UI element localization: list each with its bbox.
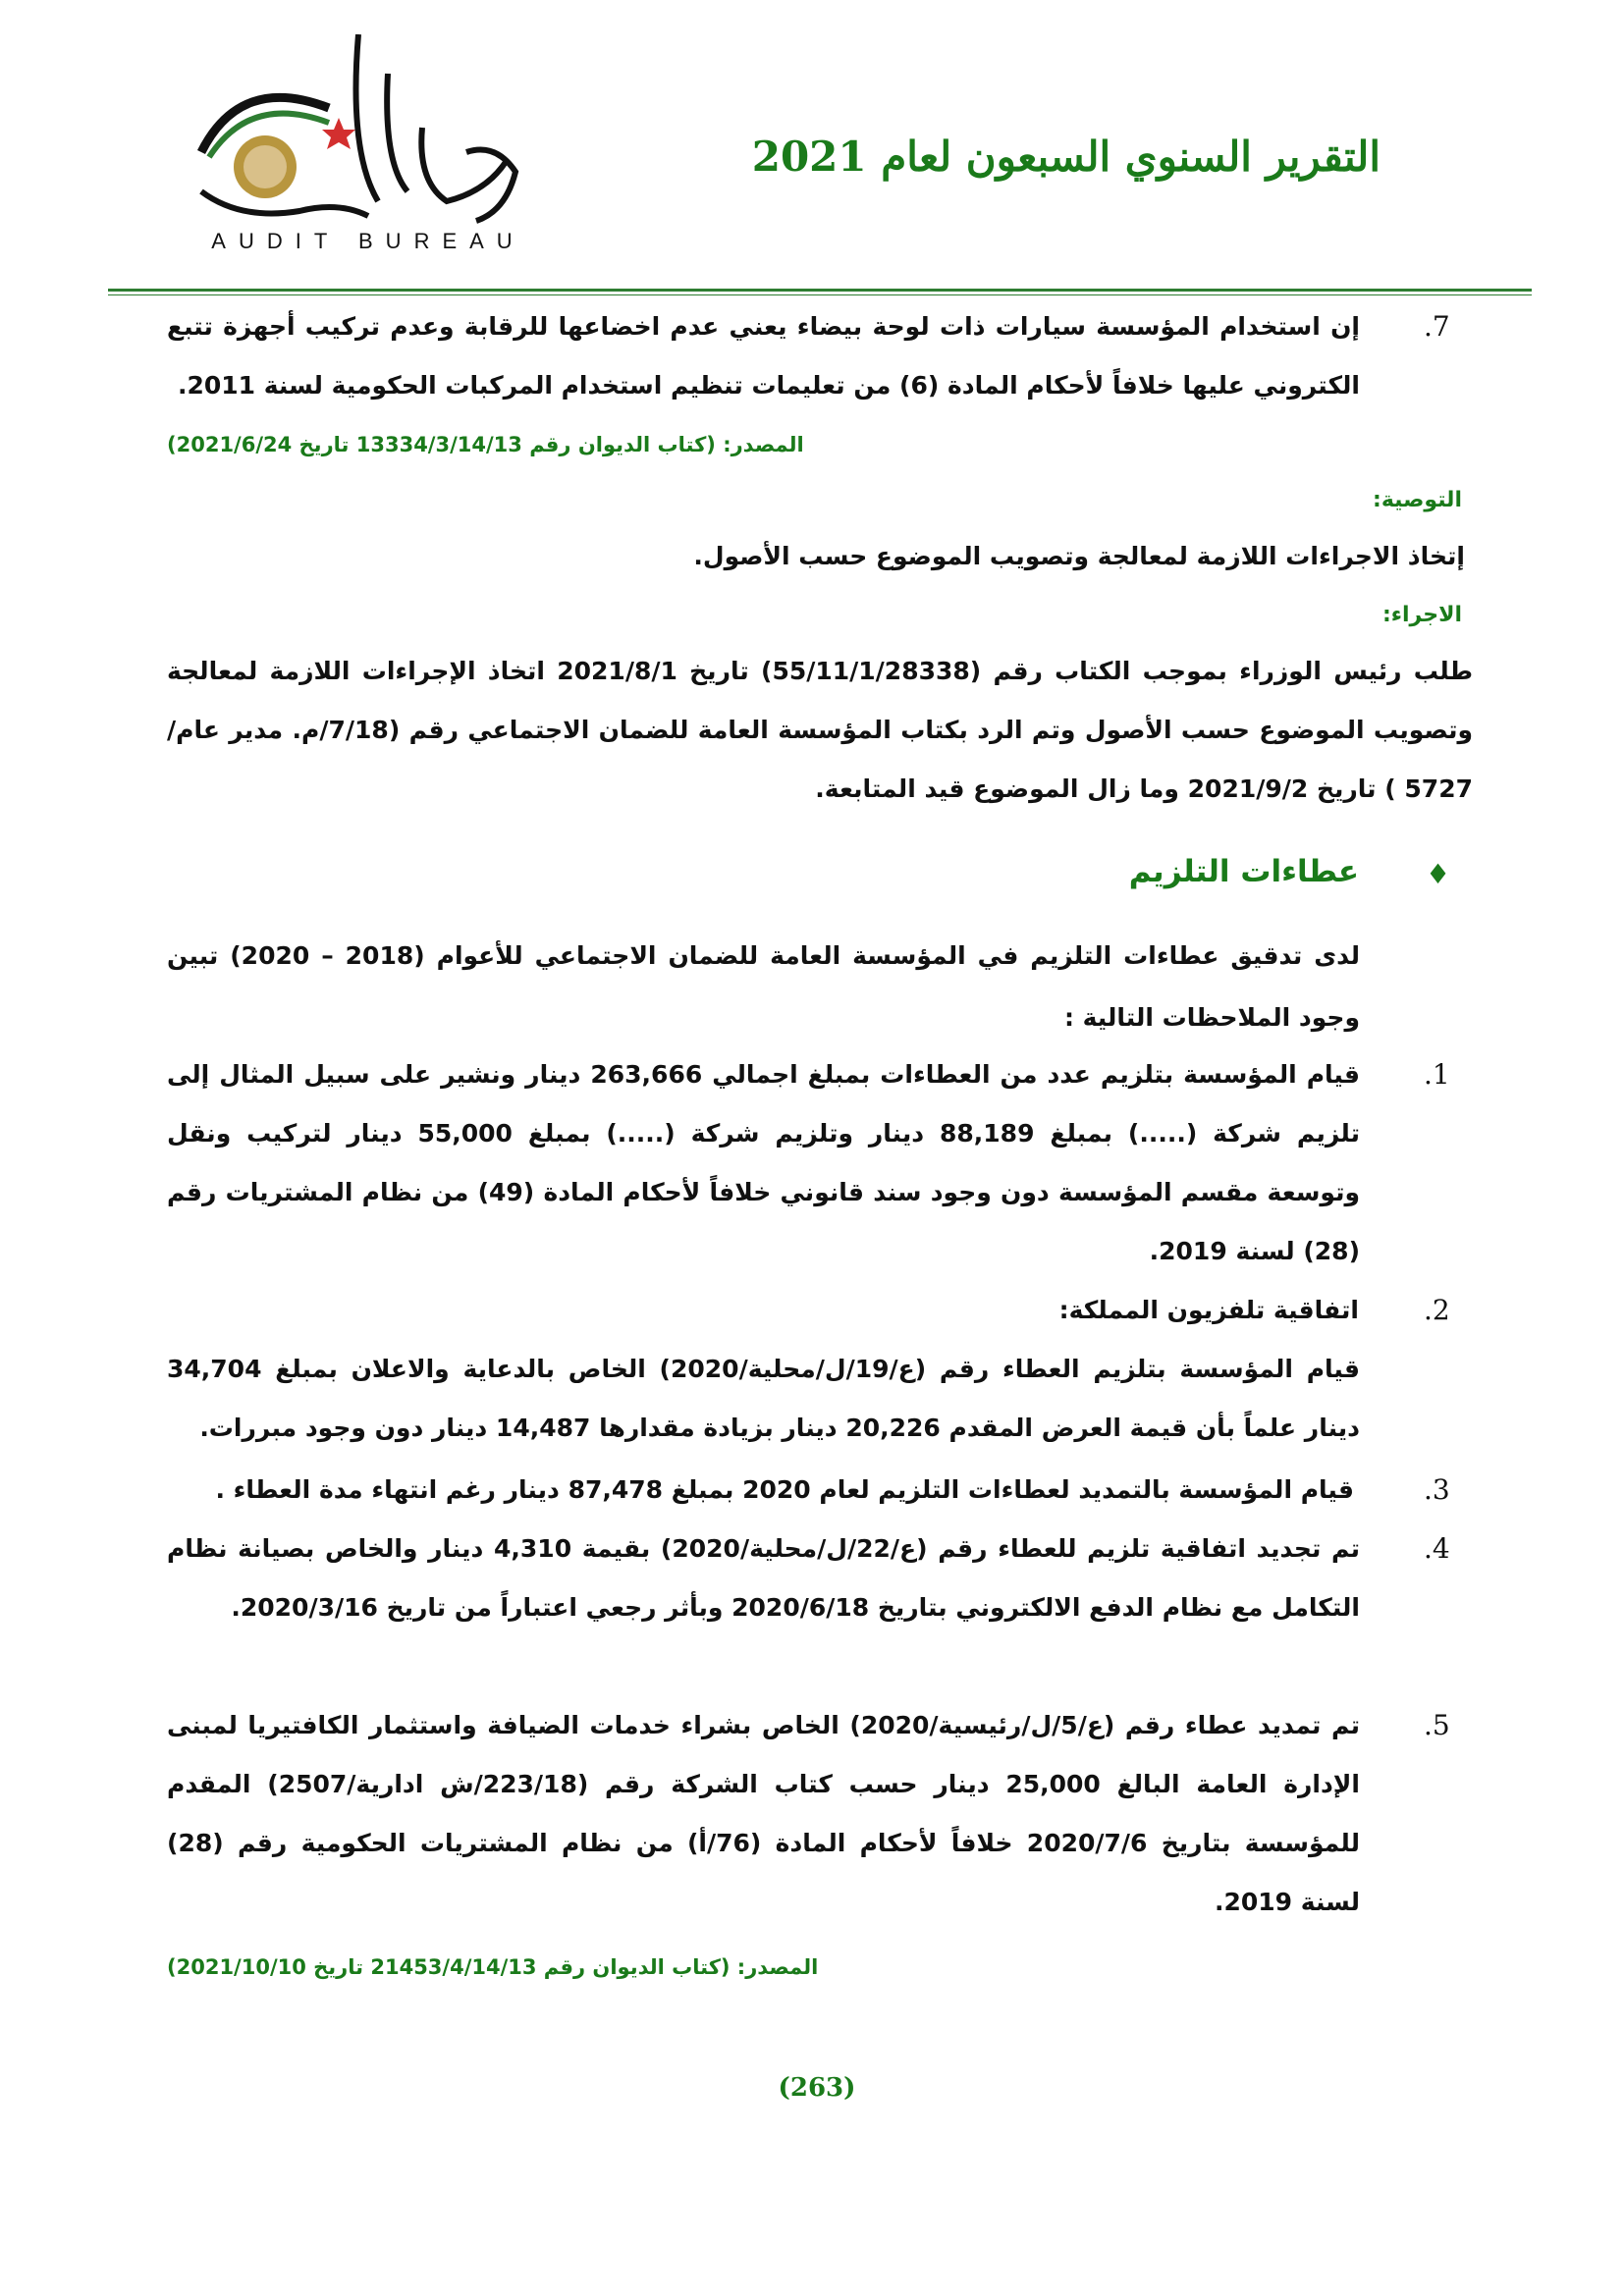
- section-source: المصدر: (كتاب الديوان رقم 21453/4/14/13 تاريخ 2021/10/10): [167, 1955, 819, 1979]
- diamond-bullet-icon: ♦: [1426, 858, 1451, 890]
- item-3-number: .3: [1424, 1473, 1450, 1506]
- item-1-text: قيام المؤسسة بتلزيم عدد من العطاءات بمبلغ اجمالي 263,666 دينار ونشير على سبيل المثال إلى تلزيم شركة (.....) بمبلغ 88,189 دينار وتلزيم شركة (.....) بمبلغ 55,000 دينار لتركيب ونقل وتوسعة مقسم المؤسسة دون وجود سند قانوني خلافاً لأحكام المادة (49) من نظام المشتريات رقم (28) لسنة 2019.: [167, 1060, 1361, 1265]
- action-text: طلب رئيس الوزراء بموجب الكتاب رقم (55/11/1/28338) تاريخ 2021/8/1 اتخاذ الإجراءات اللازمة لمعالجة وتصويب الموضوع حسب الأصول وتم الرد بكتاب المؤسسة العامة للضمان الاجتماعي رقم (7/18/م. مدير عام/ 5727 ) تاريخ 2021/9/2 وما زال الموضوع قيد المتابعة.: [167, 657, 1474, 803]
- item-7-text: إن استخدام المؤسسة سيارات ذات لوحة بيضاء يعني عدم اخضاعها للرقابة وعدم تركيب أجهزة تتبع الكتروني عليها خلافاً لأحكام المادة (6) من تعليمات تنظيم استخدام المركبات الحكومية لسنة 2011.: [167, 312, 1360, 400]
- recommendation-label: التوصية:: [1373, 488, 1462, 512]
- recommendation-text: إتخاذ الاجراءات اللازمة لمعالجة وتصويب الموضوع حسب الأصول.: [693, 542, 1465, 570]
- audit-bureau-logo: [182, 34, 555, 260]
- logo-emblem-icon: [182, 34, 555, 231]
- item-3-text: قيام المؤسسة بالتمديد لعطاءات التلزيم لعام 2020 بمبلغ 87,478 دينار رغم انتهاء مدة العطاء .: [215, 1475, 1354, 1504]
- item-5-number: .5: [1424, 1709, 1450, 1741]
- section-heading: عطاءات التلزيم: [1128, 854, 1359, 889]
- page-number: (263): [778, 2073, 856, 2103]
- report-title: التقرير السنوي السبعون لعام 2021: [751, 133, 1380, 181]
- header-divider: [108, 289, 1532, 292]
- item-4-number: .4: [1424, 1532, 1450, 1565]
- action-label: الاجراء:: [1381, 603, 1462, 627]
- item-5-text: تم تمديد عطاء رقم (ع/5/ل/رئيسية/2020) الخاص بشراء خدمات الضيافة واستثمار الكافتيريا لمبنى الإدارة العامة البالغ 25,000 دينار حسب كتاب الشركة رقم (223/18/ش ادارية/2507) المقدم للمؤسسة بتاريخ 2020/7/6 خلافاً لأحكام المادة (76/أ) من نظام المشتريات الحكومية رقم (28) لسنة 2019.: [167, 1711, 1360, 1916]
- item-4-text: تم تجديد اتفاقية تلزيم للعطاء رقم (ع/22/ل/محلية/2020) بقيمة 4,310 دينار والخاص بصيانة نظام التكامل مع نظام الدفع الالكتروني بتاريخ 2020/6/18 وبأثر رجعي اعتباراً من تاريخ 2020/3/16.: [167, 1534, 1360, 1622]
- logo-english-text: AUDIT BUREAU: [211, 229, 525, 253]
- item-2-title: اتفاقية تلفزيون المملكة:: [1058, 1296, 1359, 1324]
- header-divider-thin: [108, 294, 1532, 295]
- item-2-text: قيام المؤسسة بتلزيم العطاء رقم (ع/19/ل/محلية/2020) الخاص بالدعاية والاعلان بمبلغ 34,704 دينار علماً بأن قيمة العرض المقدم 20,226 دينار بزيادة مقدارها 14,487 دينار دون وجود مبررات.: [167, 1355, 1360, 1442]
- item-2-number: .2: [1424, 1294, 1450, 1326]
- item-7-number: .7: [1424, 310, 1450, 343]
- section-intro: لدى تدقيق عطاءات التلزيم في المؤسسة العامة للضمان الاجتماعي للأعوام (2018 – 2020) تبين وجود الملاحظات التالية :: [167, 941, 1360, 1032]
- item-7-source: المصدر: (كتاب الديوان رقم 13334/3/14/13 تاريخ 2021/6/24): [167, 433, 804, 456]
- item-1-number: .1: [1424, 1058, 1450, 1091]
